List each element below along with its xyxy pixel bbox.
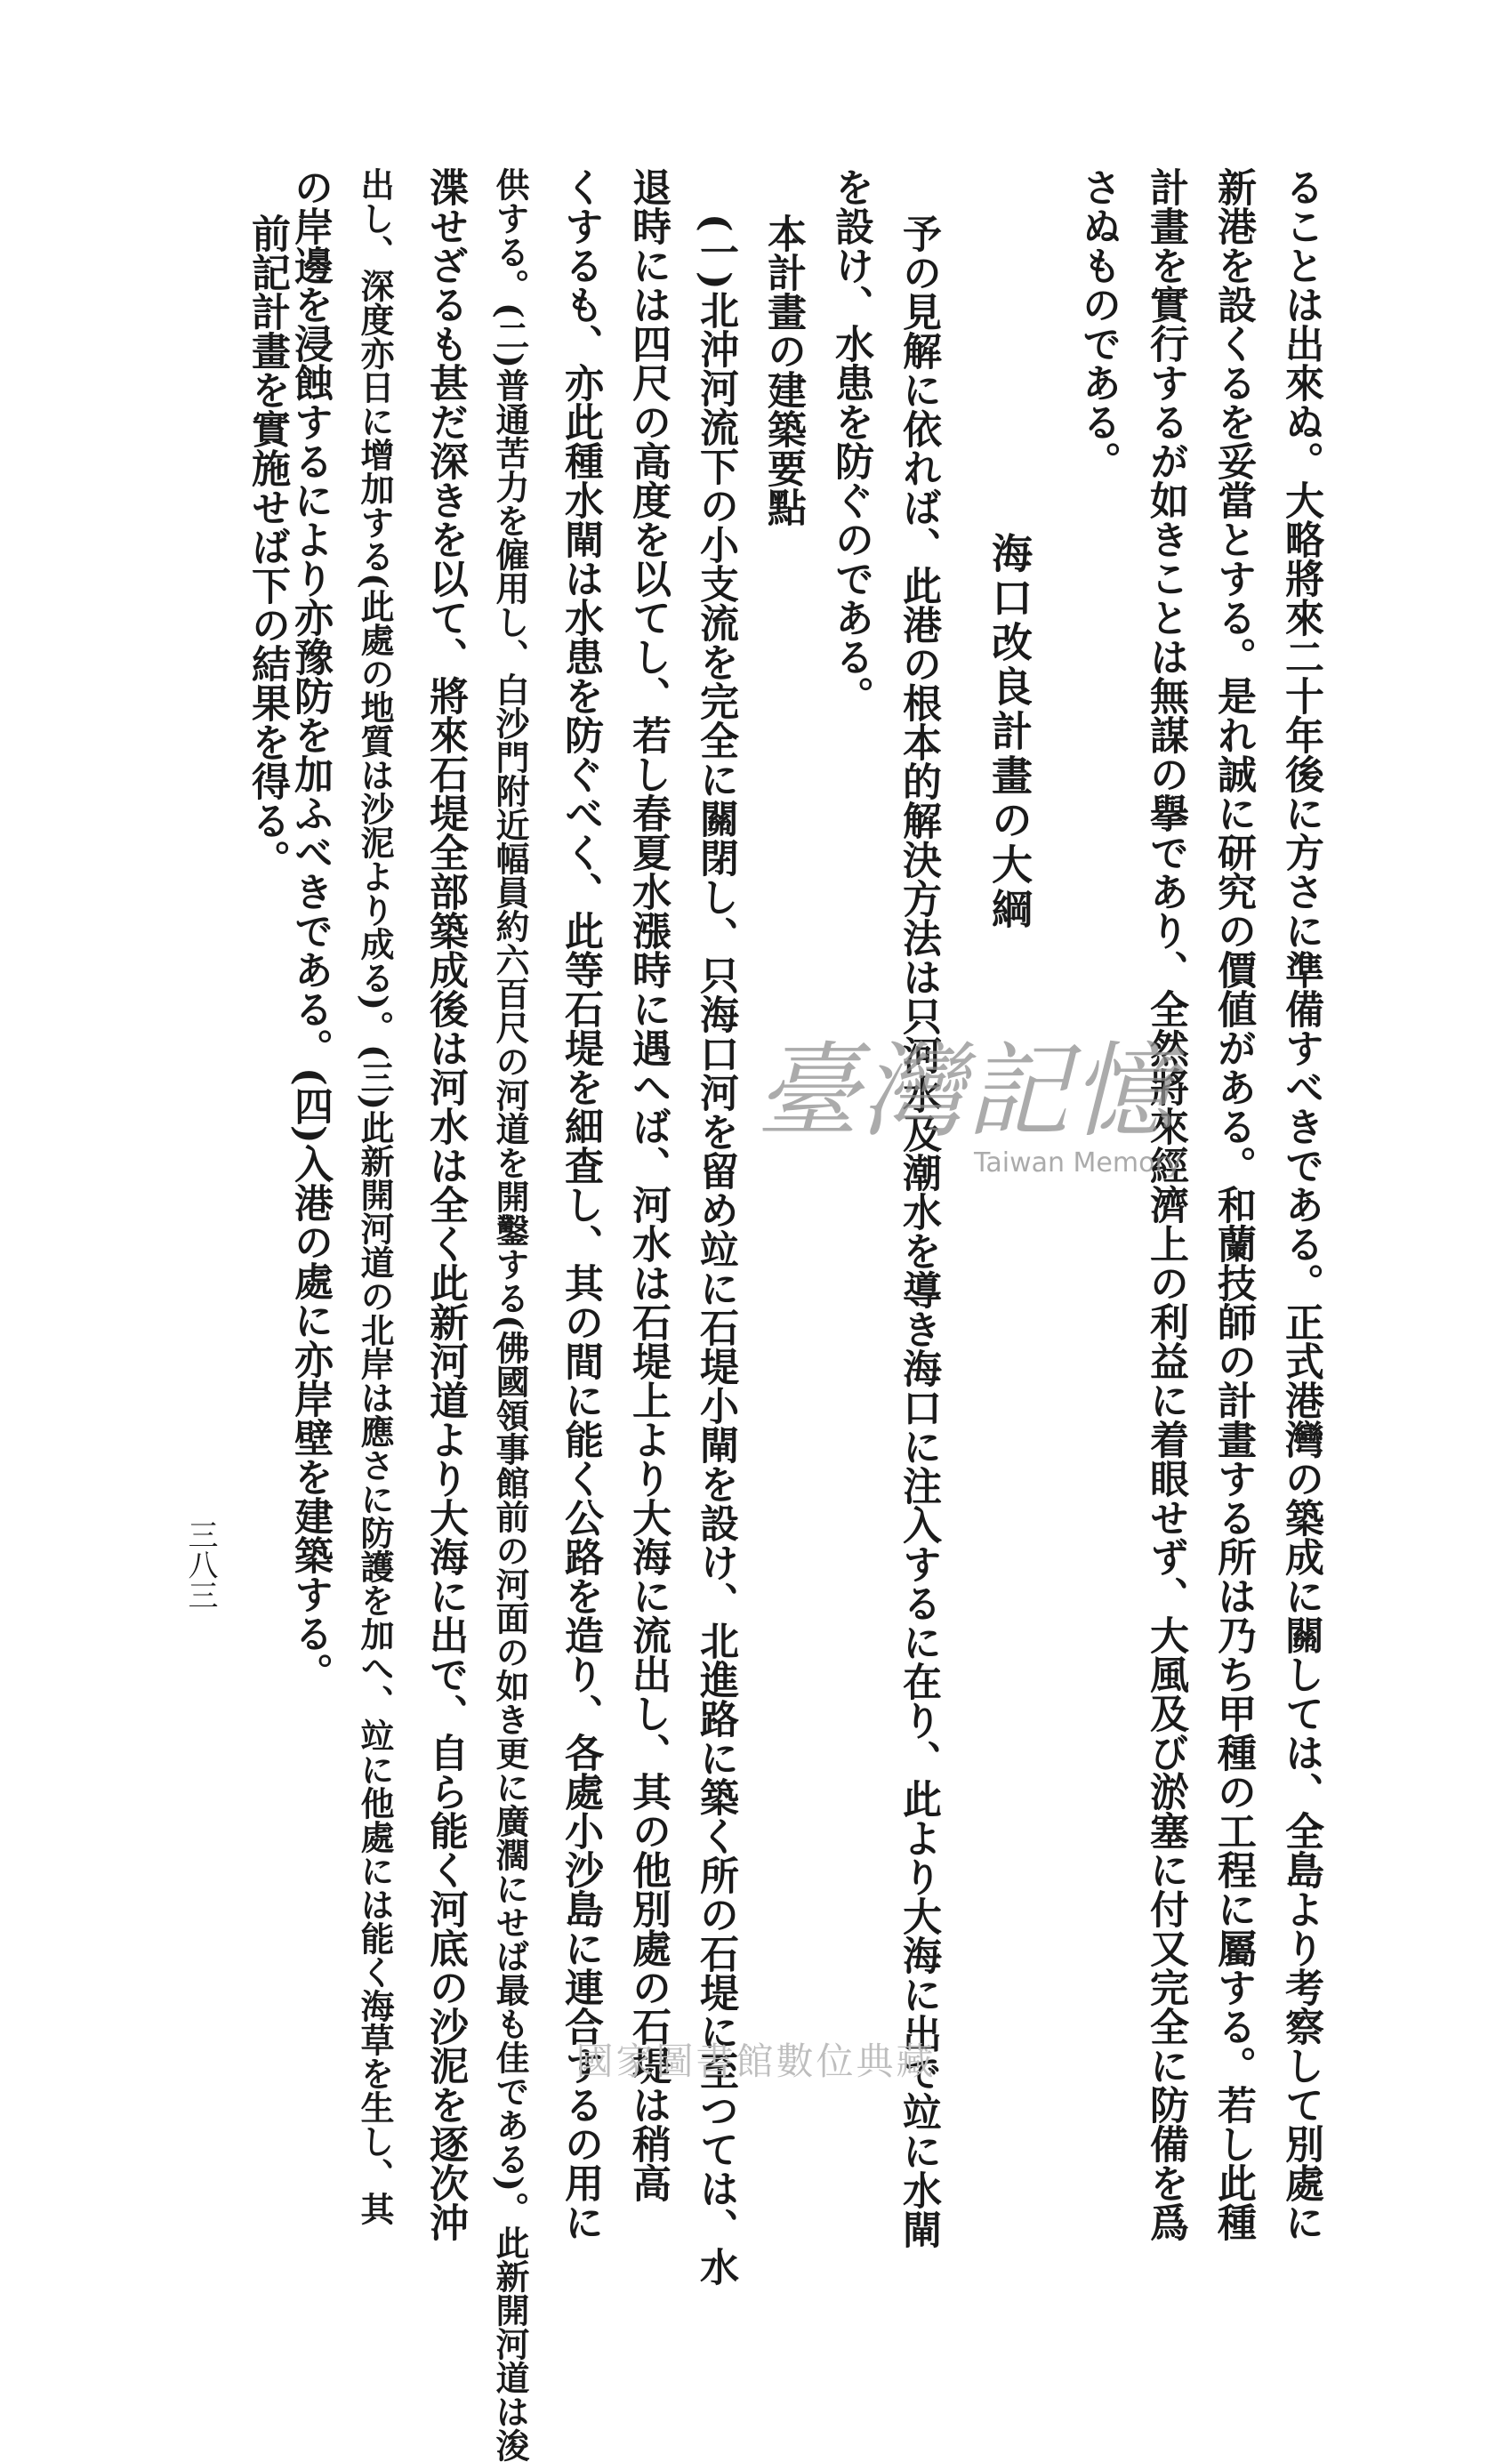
page-number: 三八三: [182, 1519, 218, 1610]
body-line-8: 出し、深度亦日に增加する(此處の地質は沙泥より成る)。(三)此新開河道の北岸は應さに防護を加へ、竝に他處には能く海草を生し、其: [355, 167, 395, 2225]
intro-line-4: さぬものである。: [1075, 167, 1121, 480]
body-line-5: くするも、亦此種水閘は水患を防ぐべく、此等石堤を細査し、其の間に能く公路を造り、各處小沙島に連合するの用に: [558, 167, 603, 2241]
footer-label: 國家圖書館數位典藏: [575, 2040, 937, 2083]
subheading: 本計畫の建築要點: [760, 213, 806, 527]
intro-line-2: 新港を設くるを妥當とする。是れ誠に研究の價値がある。和蘭技師の計畫する所は乃ち甲種の工程に屬する。若し此種: [1210, 167, 1256, 2241]
body-line-2: を設け、水患を防ぐのである。: [828, 167, 873, 715]
section-heading: 海口改良計畫の大綱: [985, 532, 1033, 932]
taiwan-memory-watermark: [756, 1032, 1218, 1192]
watermark-english-text: Taiwan Memory: [974, 1147, 1182, 1179]
body-line-3: (一)北沖河流下の小支流を完全に關閉し、只海口河を留め竝に石堤小閘を設け、北進路に築く所の石堤に至つては、水: [693, 213, 738, 2286]
body-line-4: 退時には四尺の高度を以てし、若し春夏水漲時に遇へば、河水は石堤上より大海に流出し、其の他別處の石堤は稍高: [625, 167, 671, 2202]
intro-line-3: 計畫を實行するが如きことは無謀の擧であり、全然將來經濟上の利益に着眼せず、大風及び淤塞に付又完全に防備を爲: [1143, 167, 1188, 2241]
body-line-6: 供する。(二)普通苦力を僱用し、白沙門附近幅員約六百尺の河道を開鑿する(佛國領事館前の河面の如き更に廣濶にせば最も佳である)。此新開河道は浚: [490, 167, 530, 2462]
body-line-7: 渫せざるも甚だ深きを以て、將來石堤全部築成後は河水は全く此新河道より大海に出で、自ら能く河底の沙泥を逐次沖: [422, 167, 468, 2241]
body-line-1: 予の見解に依れば、此港の根本的解決方法は只河水及潮水を導き海口に注入するに在り、此より大海に出で竝に水閘: [896, 213, 941, 2249]
body-line-9: の岸邊を浸蝕するにより亦豫防を加ふべきである。(四)入港の處に亦岸壁を建築する。: [287, 167, 333, 1692]
watermark-cjk-text: 臺灣記憶: [756, 1032, 1176, 1152]
body-line-10: 前記計畫を實施せば下の結果を得る。: [245, 213, 290, 879]
intro-line-1: ることは出來ぬ。大略將來二十年後に方さに準備すべきである。正式港灣の築成に關しては、全島より考察して別處に: [1278, 167, 1323, 2241]
